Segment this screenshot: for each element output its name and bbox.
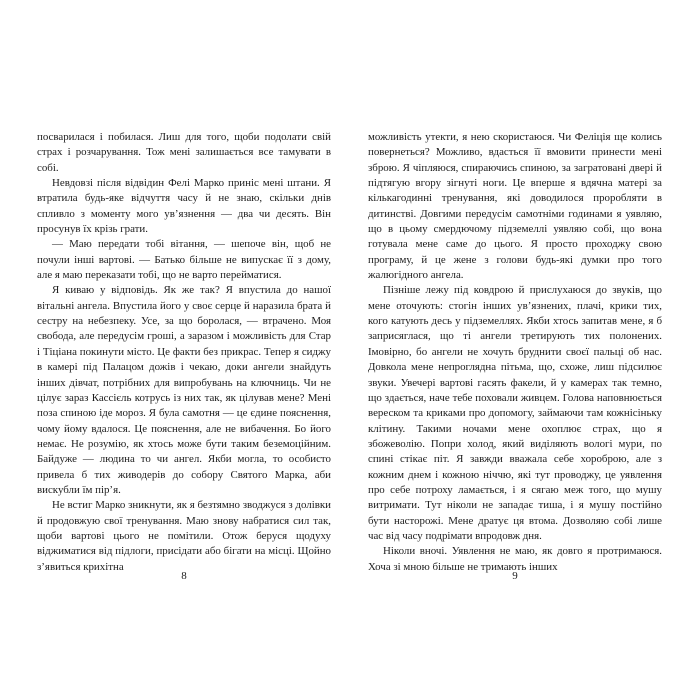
paragraph: Не встиг Марко зникнути, як я безтямно зводжуся з долівки й продовжую свої тренування. Маю знову набратися сил так, щоби вартові цього не помітили. Отож беруся щодуху віджиматися від підлоги, присідати або бігати на місці. Щойно з’явиться крихітна	[37, 499, 331, 573]
paragraph: — Маю передати тобі вітання, — шепоче він, щоб не почули інші вартові. — Батько більше не випускає її з дому, але я маю переказати тобі, що не варто перейматися.	[37, 238, 331, 282]
paragraph: Ніколи вночі. Уявлення не маю, як довго я протримаюся. Хоча зі мною більше не тримають інших	[368, 545, 662, 573]
paragraph: Невдовзі після відвідин Фелі Марко приніс мені штани. Я втратила будь-яке відчуття часу й не знаю, скільки днів спливло з моменту мого ув’язнення — два чи десять. Він просунув їх крізь грати.	[37, 177, 331, 236]
paragraph: Я киваю у відповідь. Як же так? Я впустила до нашої вітальні ангела. Впустила його у своє серце й наразила брата й сестру на небезпеку. Усе, за що боролася, — втрачено. Моя свобода, але передусім гроші, а заразом і можливість для Стар і Тіціана покинути місто. Це факти без прикрас. Тепер я сиджу в камері під Палацом дожів і чекаю, доки ангели знайдуть інших дівчат, потрібних для випробувань на ключниць. Чи не цілує зараз Кассієль котрусь із них так, як цілував мене? Мені поза спиною іде мороз. Я була самотня — це єдине пояснення, чому йому вдалося. Це пояснення, але не вибачення. Бо його немає. Не розумію, як хтось може бути таким беземоційним. Байдуже — людина то чи ангел. Якби могла, то особисто привела б тих живодерів до собору Святого Марка, аби вискубли їм пір’я.	[37, 284, 331, 496]
paragraph: Пізніше лежу під ковдрою й прислухаюся до звуків, що мене оточують: стогін інших ув’язнених, плачі, крики тих, кого катують десь у підземеллях. Якби хтось запитав мене, я б заприсяглася, що ті ангели третирують тих полонених. Імовірно, бо ангели не хочуть бруднити своєї пальці об нас. Довкола мене непроглядна пітьма, що, схоже, лиш підсилює звуки. Увечері вартові гасять факели, й у камерах так темно, що здається, наче тебе поховали живцем. Голова наповнюється вереском та криками про допомогу, займаючи там кожнісіньку клітину. Такими ночами мене охоплює страх, що я збожеволію. Попри холод, який виділяють вологі мури, по спині стікає піт. Я завжди вважала себе хороброю, але з кожним днем і кожною ніччю, які тут проводжу, це уявлення про себе потроху ламається, і я сягаю меж того, що мушу витримати. Тут ніколи не западає тиша, і я мушу постійно бути насторожі. Мене дратує ця втома. Дозволяю собі лише час від часу подрімати впродовж дня.	[368, 284, 662, 542]
paragraph: посварилася і побилася. Лиш для того, щоби подолати свій страх і розчарування. Тож мені залишається все тамувати в собі.	[37, 131, 331, 174]
left-page-text	[37, 130, 331, 573]
page-number: 9	[512, 570, 518, 582]
paragraph: можливість утекти, я нею скористаюся. Чи Феліція ще колись повернеться? Можливо, вдасться її вмовити принести мені зброю. Я чіпляюся, спираючись спиною, за загратовані двері й підтягую вгору зігнуті ноги. Це вперше я вдячна матері за кількагодинні тренування, які доводилося проробляти в дитинстві. Довгими передусім самотніми годинами я уявляю, що в цьому смердючому підземеллі уявляю собі, що вона готувала мене саме до цього. Я просто проходжу свою програму, й це жене з голови будь-які думки про того жалюгідного ангела.	[368, 131, 662, 282]
page-number: 8	[181, 570, 187, 582]
right-page-text	[368, 130, 662, 573]
left-page	[37, 130, 331, 582]
right-page	[368, 130, 662, 582]
